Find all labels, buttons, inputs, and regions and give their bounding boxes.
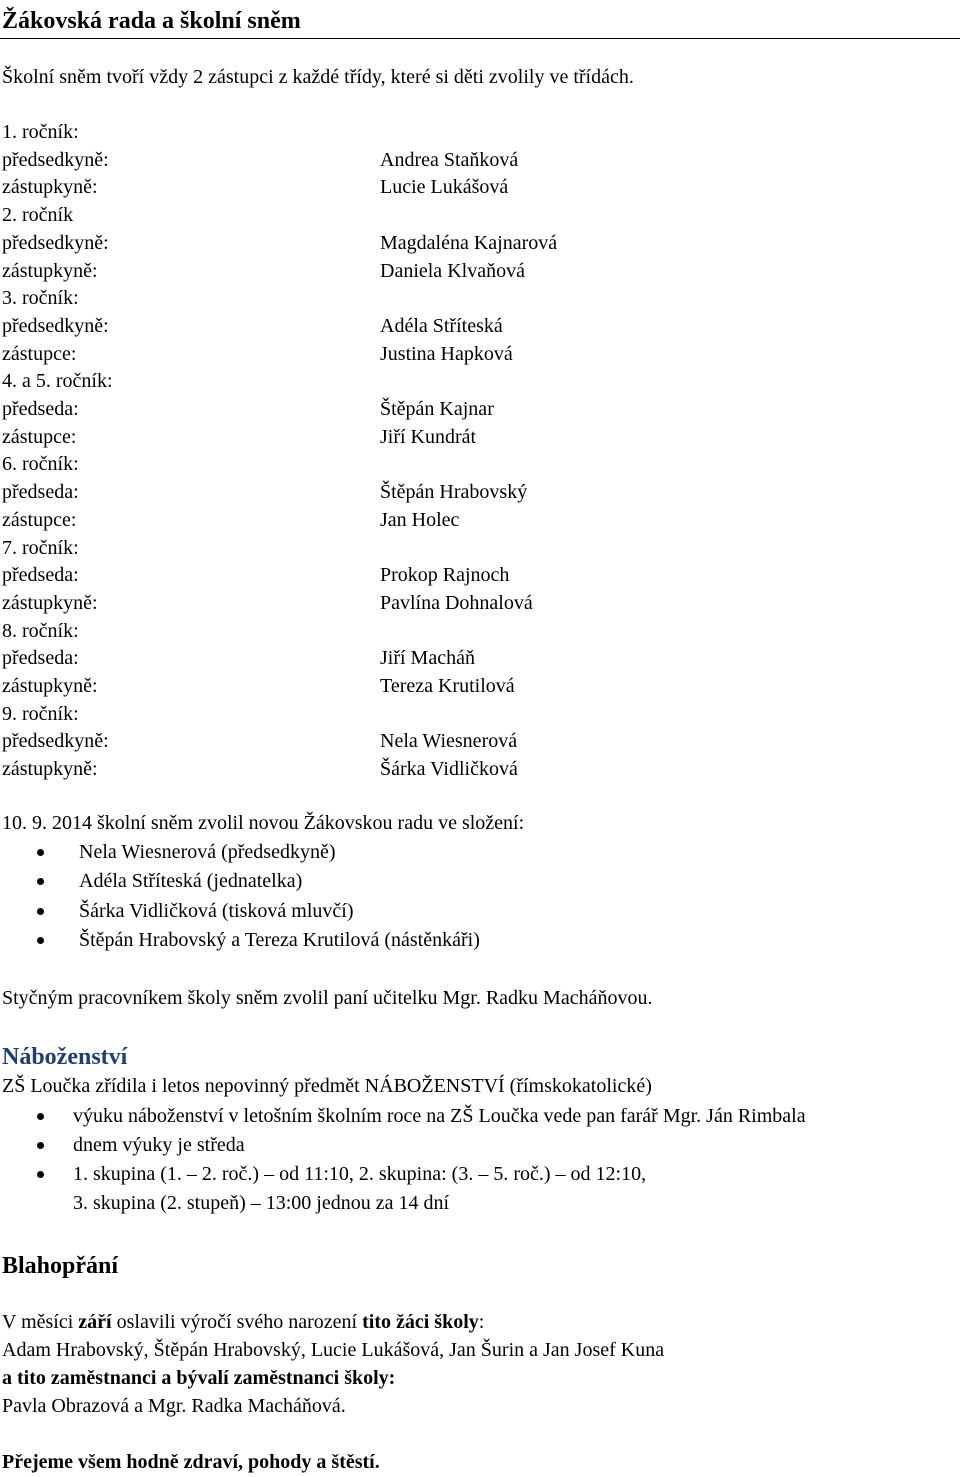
- role-label: předsedkyně:: [2, 314, 109, 337]
- representative-name: Jan Holec: [380, 508, 460, 531]
- representative-name: Štěpán Kajnar: [380, 398, 494, 420]
- role-label: zástupkyně:: [2, 591, 98, 614]
- grade-label: 4. a 5. ročník:: [2, 370, 113, 393]
- representative-name: Jiří Kundrát: [380, 425, 477, 448]
- bullet-icon: [37, 1113, 44, 1120]
- birthday-students: Adam Hrabovský, Štěpán Hrabovský, Lucie Lukášová, Jan Šurin a Jan Josef Kuna: [2, 1339, 665, 1361]
- birthday-line-part: oslavili výročí svého narození: [111, 1311, 363, 1333]
- bullet-icon: [37, 1171, 44, 1178]
- role-label: zástupkyně:: [2, 758, 98, 781]
- representative-name: Justina Hapková: [380, 342, 513, 365]
- role-label: zástupce:: [2, 508, 77, 531]
- birthday-line: [2, 1312, 484, 1332]
- birthday-staff: Pavla Obrazová a Mgr. Radka Macháňová.: [2, 1395, 346, 1417]
- representative-name: Daniela Klvaňová: [380, 259, 525, 282]
- grade-label: 7. ročník:: [2, 536, 79, 559]
- intro-text: Školní sněm tvoří vždy 2 zástupci z každé třídy, které si děti zvolily ve třídách.: [2, 66, 634, 88]
- bullet-icon: [37, 849, 44, 856]
- role-label: zástupce:: [2, 425, 77, 448]
- bullet-icon: [37, 908, 44, 915]
- grade-label: 2. ročník: [2, 204, 74, 227]
- contact-text: Styčným pracovníkem školy sněm zvolil paní učitelku Mgr. Radku Macháňovou.: [2, 987, 653, 1009]
- representative-name: Lucie Lukášová: [380, 176, 509, 199]
- council-member: Štěpán Hrabovský a Tereza Krutilová (nástěnkáři): [79, 928, 480, 951]
- bullet-icon: [37, 937, 44, 944]
- religion-bullet: výuku náboženství v letošním školním roce na ZŠ Loučka vede pan farář Mgr. Ján Rimbala: [73, 1105, 806, 1127]
- grade-label: 9. ročník:: [2, 702, 79, 725]
- role-label: zástupkyně:: [2, 675, 98, 697]
- birthday-line-part: :: [478, 1311, 485, 1333]
- bullet-icon: [37, 1142, 44, 1149]
- grade-label: 3. ročník:: [2, 287, 79, 310]
- role-label: předseda:: [2, 398, 79, 420]
- role-label: zástupkyně:: [2, 176, 98, 199]
- role-label: předseda:: [2, 647, 79, 670]
- representative-name: Šárka Vidličková: [380, 758, 518, 781]
- representative-name: Prokop Rajnoch: [380, 564, 510, 587]
- representative-name: Tereza Krutilová: [380, 675, 515, 697]
- representative-name: Magdaléna Kajnarová: [380, 231, 558, 254]
- council-member: Šárka Vidličková (tisková mluvčí): [79, 899, 354, 922]
- role-label: předsedkyně:: [2, 231, 109, 254]
- grade-label: 6. ročník:: [2, 453, 79, 476]
- representative-name: Andrea Staňková: [380, 148, 519, 171]
- religion-bullet: 1. skupina (1. – 2. roč.) – od 11:10, 2. skupina: (3. – 5. roč.) – od 12:10,: [73, 1163, 647, 1185]
- role-label: předseda:: [2, 564, 79, 587]
- council-member: Adéla Stříteská (jednatelka): [79, 870, 303, 893]
- representative-name: Jiří Macháň: [380, 647, 475, 670]
- grade-label: 1. ročník:: [2, 121, 79, 143]
- representative-name: Pavlína Dohnalová: [380, 591, 533, 614]
- page-title: Žákovská rada a školní sněm: [2, 8, 301, 34]
- religion-bullet-continuation: 3. skupina (2. stupeň) – 13:00 jednou za 14 dní: [73, 1192, 450, 1214]
- representative-name: Adéla Stříteská: [380, 314, 503, 337]
- role-label: zástupkyně:: [2, 259, 98, 282]
- title-underline: [0, 38, 960, 39]
- birthday-heading: Blahopřání: [2, 1253, 119, 1279]
- religion-intro: ZŠ Loučka zřídila i letos nepovinný předmět NÁBOŽENSTVÍ (římskokatolické): [2, 1075, 652, 1097]
- birthday-wish: Přejeme všem hodně zdraví, pohody a štěstí.: [2, 1451, 380, 1473]
- representative-name: Nela Wiesnerová: [380, 730, 518, 753]
- role-label: zástupce:: [2, 342, 77, 365]
- birthday-students-label: tito žáci školy: [362, 1311, 479, 1333]
- birthday-month: září: [78, 1311, 112, 1333]
- religion-bullet: dnem výuky je středa: [73, 1134, 245, 1156]
- election-text: 10. 9. 2014 školní sněm zvolil novou Žákovskou radu ve složení:: [2, 812, 525, 834]
- grade-label: 8. ročník:: [2, 619, 79, 642]
- role-label: předseda:: [2, 481, 79, 504]
- council-member: Nela Wiesnerová (předsedkyně): [79, 841, 336, 863]
- role-label: předsedkyně:: [2, 148, 109, 171]
- bullet-icon: [37, 878, 44, 885]
- role-label: předsedkyně:: [2, 730, 109, 753]
- birthday-line-part: V měsíci: [2, 1311, 79, 1333]
- religion-heading: Náboženství: [2, 1044, 128, 1070]
- birthday-staff-heading: a tito zaměstnanci a bývalí zaměstnanci školy:: [2, 1367, 396, 1389]
- representative-name: Štěpán Hrabovský: [380, 481, 528, 504]
